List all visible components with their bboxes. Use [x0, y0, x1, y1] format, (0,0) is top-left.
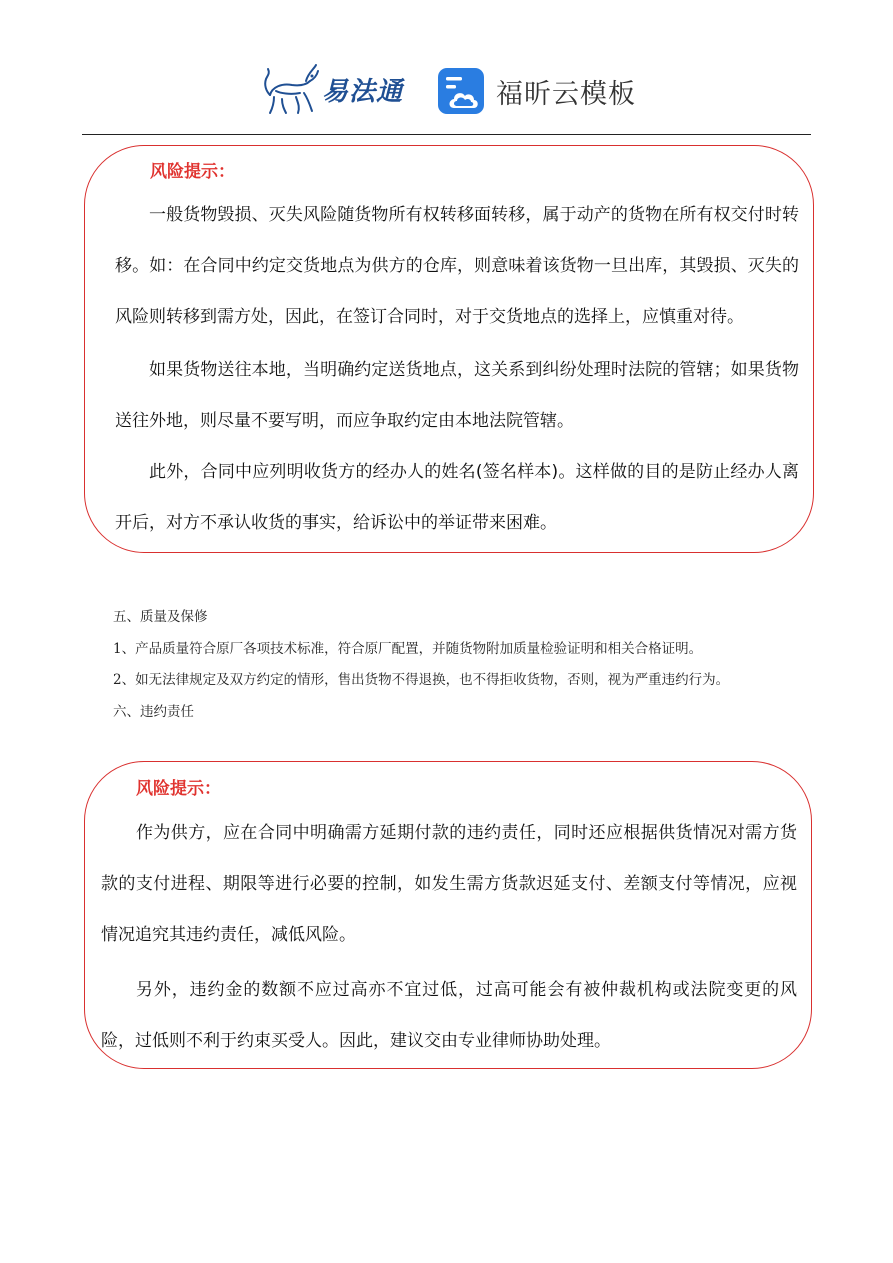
fuxin-logo: [436, 65, 636, 117]
quality-clause-2: 2、如无法律规定及双方约定的情形，售出货物不得退换，也不得拒收货物，否则，视为严重违约行为。: [113, 672, 730, 688]
risk-paragraph: 另外，违约金的数额不应过高亦不宜过低，过高可能会有被仲裁机构或法院变更的风险，过低则不利于约束买受人。因此，建议交由专业律师协助处理。: [101, 980, 797, 1051]
section-heading-breach: 六、违约责任: [113, 704, 194, 720]
yifatong-logo: [262, 61, 403, 117]
risk-paragraph: 此外，合同中应列明收货方的经办人的姓名(签名样本)。这样做的目的是防止经办人离开后，对方不承认收货的事实，给诉讼中的举证带来困难。: [115, 462, 799, 533]
yifatong-brand-text: 易法通: [322, 76, 404, 107]
cloud-document-icon: [436, 66, 486, 116]
quality-clause-1: 1、产品质量符合原厂各项技术标准，符合原厂配置，并随货物附加质量检验证明和相关合格证明。: [113, 641, 703, 657]
risk-paragraph: 一般货物毁损、灭失风险随货物所有权转移面转移，属于动产的货物在所有权交付时转移。如：在合同中约定交货地点为供方的仓库，则意味着该货物一旦出库，其毁损、灭失的风险则转移到需方处，因此，在签订合同时，对于交货地点的选择上，应慎重对待。: [115, 205, 799, 327]
section-heading-quality: 五、质量及保修: [113, 609, 208, 625]
header-divider: [82, 134, 811, 135]
risk-notice-title: 风险提示：: [150, 162, 235, 182]
page-header: [0, 55, 893, 125]
fuxin-brand-text: 福昕云模板: [496, 78, 636, 110]
risk-paragraph: 如果货物送往本地，当明确约定送货地点，这关系到纠纷处理时法院的管辖；如果货物送往外地，则尽量不要写明，而应争取约定由本地法院管辖。: [115, 360, 799, 431]
risk-paragraph: 作为供方，应在合同中明确需方延期付款的违约责任，同时还应根据供货情况对需方货款的支付进程、期限等进行必要的控制，如发生需方货款迟延支付、差额支付等情况，应视情况追究其违约责任，减低风险。: [101, 823, 797, 945]
qilin-icon: [262, 61, 320, 117]
risk-notice-title: 风险提示：: [136, 779, 221, 799]
